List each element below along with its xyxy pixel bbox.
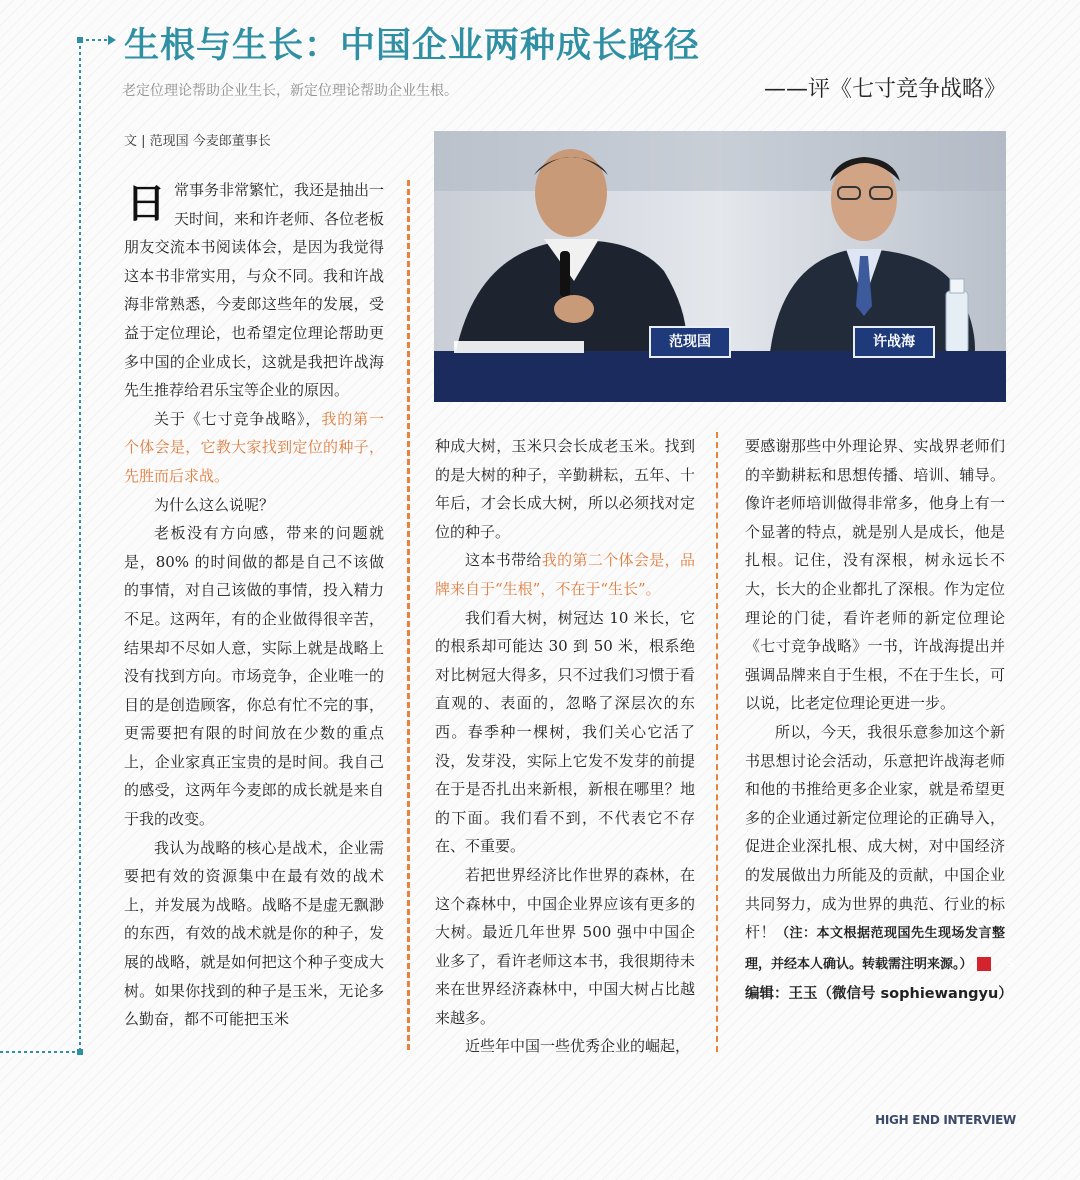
column-separator: [716, 432, 718, 1052]
paragraph: 这本书带给我的第二个体会是，品牌来自于“生根”，不在于“生长”。: [435, 551, 695, 598]
decorative-bracket: [0, 28, 120, 1060]
paragraph: 为什么这么说呢？: [154, 495, 275, 514]
author-byline: 文 | 范现国 今麦郎董事长: [124, 134, 271, 149]
column-2: [435, 432, 695, 1061]
article-title: 生根与生长：中国企业两种成长路径: [124, 26, 701, 66]
column-3: [745, 432, 1015, 1009]
paragraph: 老板没有方向感，带来的问题就是，80% 的时间做的都是自己不该做的事情，对自己该做的事情，投入精力不足。这两年，有的企业做得很辛苦，结果却不尽如人意，实际上就是战略上没有找到方向。市场竞争，企业唯一的目的是创造顾客，你总有忙不完的事，更需要把有限的时间放在少数的重点上，企业家真正宝贵的是时间。我自己的感受，这两年今麦郎的成长就是来自于我的改变。: [124, 524, 384, 829]
paragraph: 种成大树，玉米只会长成老玉米。找到的是大树的种子，辛勤耕耘，五年、十年后，才会长成大树，所以必须找对定位的种子。: [435, 437, 695, 541]
paragraph: 要感谢那些中外理论界、实战界老师们的辛勤耕耘和思想传播、培训、辅导。像许老师培训做得非常多，他身上有一个显著的特点，就是别人是成长，他是扎根。记住，没有深根，树永远长不大，长大的企业都扎了深根。作为定位理论的门徒，看许老师的新定位理论《七寸竞争战略》一书，许战海提出并强调品牌来自于生根，不在于生长，可以说，比老定位理论更进一步。: [745, 437, 1005, 713]
paragraph: 若把世界经济比作世界的森林，在这个森林中，中国企业界应该有更多的大树。最近几年世界 500 强中中国企业多了，看许老师这本书，我很期待未来在世界经济森林中，中国大树占比越来越多。: [435, 865, 695, 1027]
article-subtitle: 老定位理论帮助企业生长，新定位理论帮助企业生根。: [122, 83, 458, 99]
paragraph: 近些年中国一些优秀企业的崛起，: [465, 1037, 691, 1056]
column-separator: [407, 180, 410, 1050]
source-note: （注：本文根据范现国先生现场发言整理，并经本人确认。转载需注明来源。）: [745, 926, 1005, 972]
nameplate-right: 许战海: [873, 334, 915, 350]
column-1: [124, 176, 384, 1034]
book-review-tagline: ——评《七寸竞争战略》: [763, 77, 1006, 102]
highlight-text: 我的第二个体会是，品牌来自于“生根”，不在于“生长”。: [435, 551, 695, 598]
paragraph: 关于《七寸竞争战略》，我的第一个体会是，它教大家找到定位的种子，先胜而后求战。: [124, 409, 384, 485]
magazine-logo-icon: S: [977, 957, 991, 971]
paragraph: 我们看大树，树冠达 10 米长，它的根系却可能达 30 到 50 米，根系绝对比树冠大得多，只不过我们习惯于看直观的、表面的，忽略了深层次的东西。春季种一棵树，我们关心它活了没，发芽没，实际上它发不发芽的前提在于是否扎出来新根，新根在哪里？地的下面。我们看不到，不代表它不存在、不重要。: [435, 608, 695, 856]
editor-credit: 编辑：王玉（微信号 sophiewangyu）: [745, 986, 1013, 1003]
paragraph: 我认为战略的核心是战术，企业需要把有效的资源集中在最有效的战术上，并发展为战略。战略不是虚无飘渺的东西，有效的战术就是你的种子，发展的战略，就是如何把这个种子变成大树。如果你找到的种子是玉米，无论多么勤奋，都不可能把玉米: [124, 838, 384, 1029]
drop-cap: 日: [126, 181, 166, 227]
paragraph: 所以，今天，我很乐意参加这个新书思想讨论会活动，乐意把许战海老师和他的书推给更多企业家，就是希望更多的企业通过新定位理论的正确导入，促进企业深扎根、成大树，对中国经济的发展做出力所能及的贡献，中国企业共同努力，成为世界的典范、行业的标杆！（注：本文根据范现国先生现场发言整理，并经本人确认。转载需注明来源。） S: [745, 722, 1015, 972]
nameplate-left: 范现国: [669, 334, 711, 350]
highlight-text: 我的第一个体会是，它教大家找到定位的种子，先胜而后求战。: [124, 409, 384, 485]
event-photo: [434, 131, 1006, 402]
magazine-section-label: HIGH END INTERVIEW: [875, 1113, 1016, 1127]
opening-paragraph: 日常事务非常繁忙，我还是抽出一天时间，来和许老师、各位老板朋友交流本书阅读体会，是因为我觉得这本书非常实用，与众不同。我和许战海非常熟悉，今麦郎这些年的发展，受益于定位理论，也希望定位理论帮助更多中国的企业成长，这就是我把许战海先生推荐给君乐宝等企业的原因。: [124, 181, 385, 400]
